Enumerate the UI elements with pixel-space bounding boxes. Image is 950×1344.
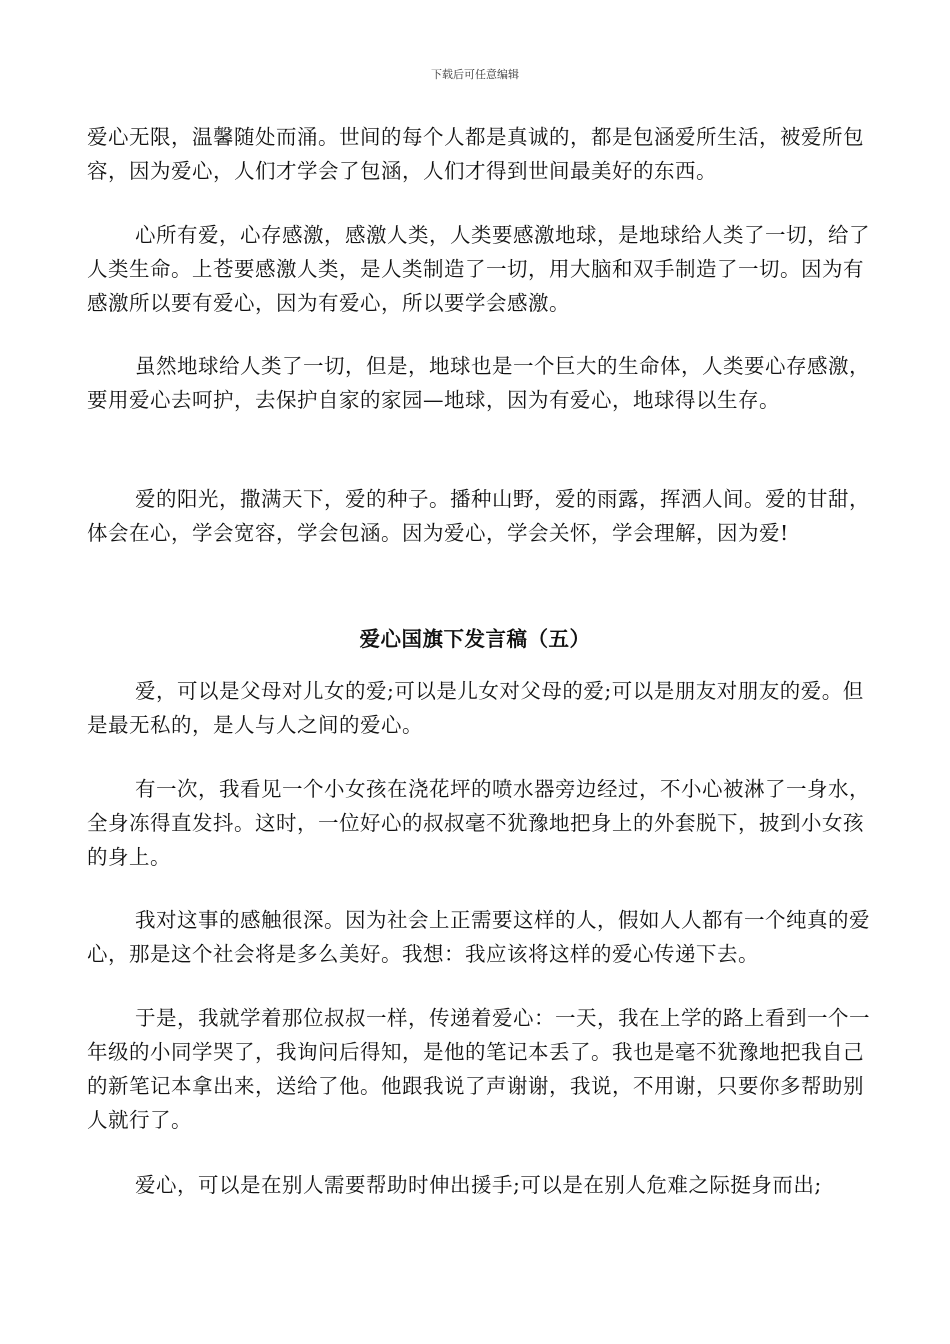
paragraph-7: 我对这事的感触很深。因为社会上正需要这样的人，假如人人都有一个纯真的爱心，那是这个社会将是多么美好。我想：我应该将这样的爱心传递下去。: [87, 908, 870, 966]
paragraph-3: 虽然地球给人类了一切，但是，地球也是一个巨大的生命体，人类要心存感激，要用爱心去呵护，去保护自家的家园—地球，因为有爱心，地球得以生存。: [87, 354, 870, 412]
section-title: 爱心国旗下发言稿（五）: [359, 627, 591, 651]
page-header: 下载后可任意编辑: [431, 68, 519, 81]
paragraph-1: 爱心无限，温馨随处而涌。世间的每个人都是真诚的，都是包涵爱所生活，被爱所包容，因为爱心，人们才学会了包涵，人们才得到世间最美好的东西。: [87, 125, 864, 183]
paragraph-5: 爱，可以是父母对儿女的爱;可以是儿女对父母的爱;可以是朋友对朋友的爱。但是最无私的，是人与人之间的爱心。: [87, 679, 864, 737]
paragraph-2: 心所有爱，心存感激，感激人类，人类要感激地球，是地球给人类了一切，给了人类生命。上苍要感激人类，是人类制造了一切，用大脑和双手制造了一切。因为有感激所以要有爱心，因为有爱心，所以要学会感激。: [87, 223, 870, 315]
paragraph-8: 于是，我就学着那位叔叔一样，传递着爱心：一天，我在上学的路上看到一个一年级的小同学哭了，我询问后得知，是他的笔记本丢了。我也是毫不犹豫地把我自己的新笔记本拿出来，送给了他。他跟我说了声谢谢，我说，不用谢，只要你多帮助别人就行了。: [87, 1006, 870, 1132]
paragraph-6: 有一次，我看见一个小女孩在浇花坪的喷水器旁边经过，不小心被淋了一身水，全身冻得直发抖。这时，一位好心的叔叔毫不犹豫地把身上的外套脱下，披到小女孩的身上。: [87, 777, 870, 869]
paragraph-9: 爱心，可以是在别人需要帮助时伸出援手;可以是在别人危难之际挺身而出;: [135, 1173, 822, 1197]
paragraph-4: 爱的阳光，撒满天下，爱的种子。播种山野，爱的雨露，挥洒人间。爱的甘甜，体会在心，学会宽容，学会包涵。因为爱心，学会关怀，学会理解，因为爱!: [87, 487, 870, 545]
